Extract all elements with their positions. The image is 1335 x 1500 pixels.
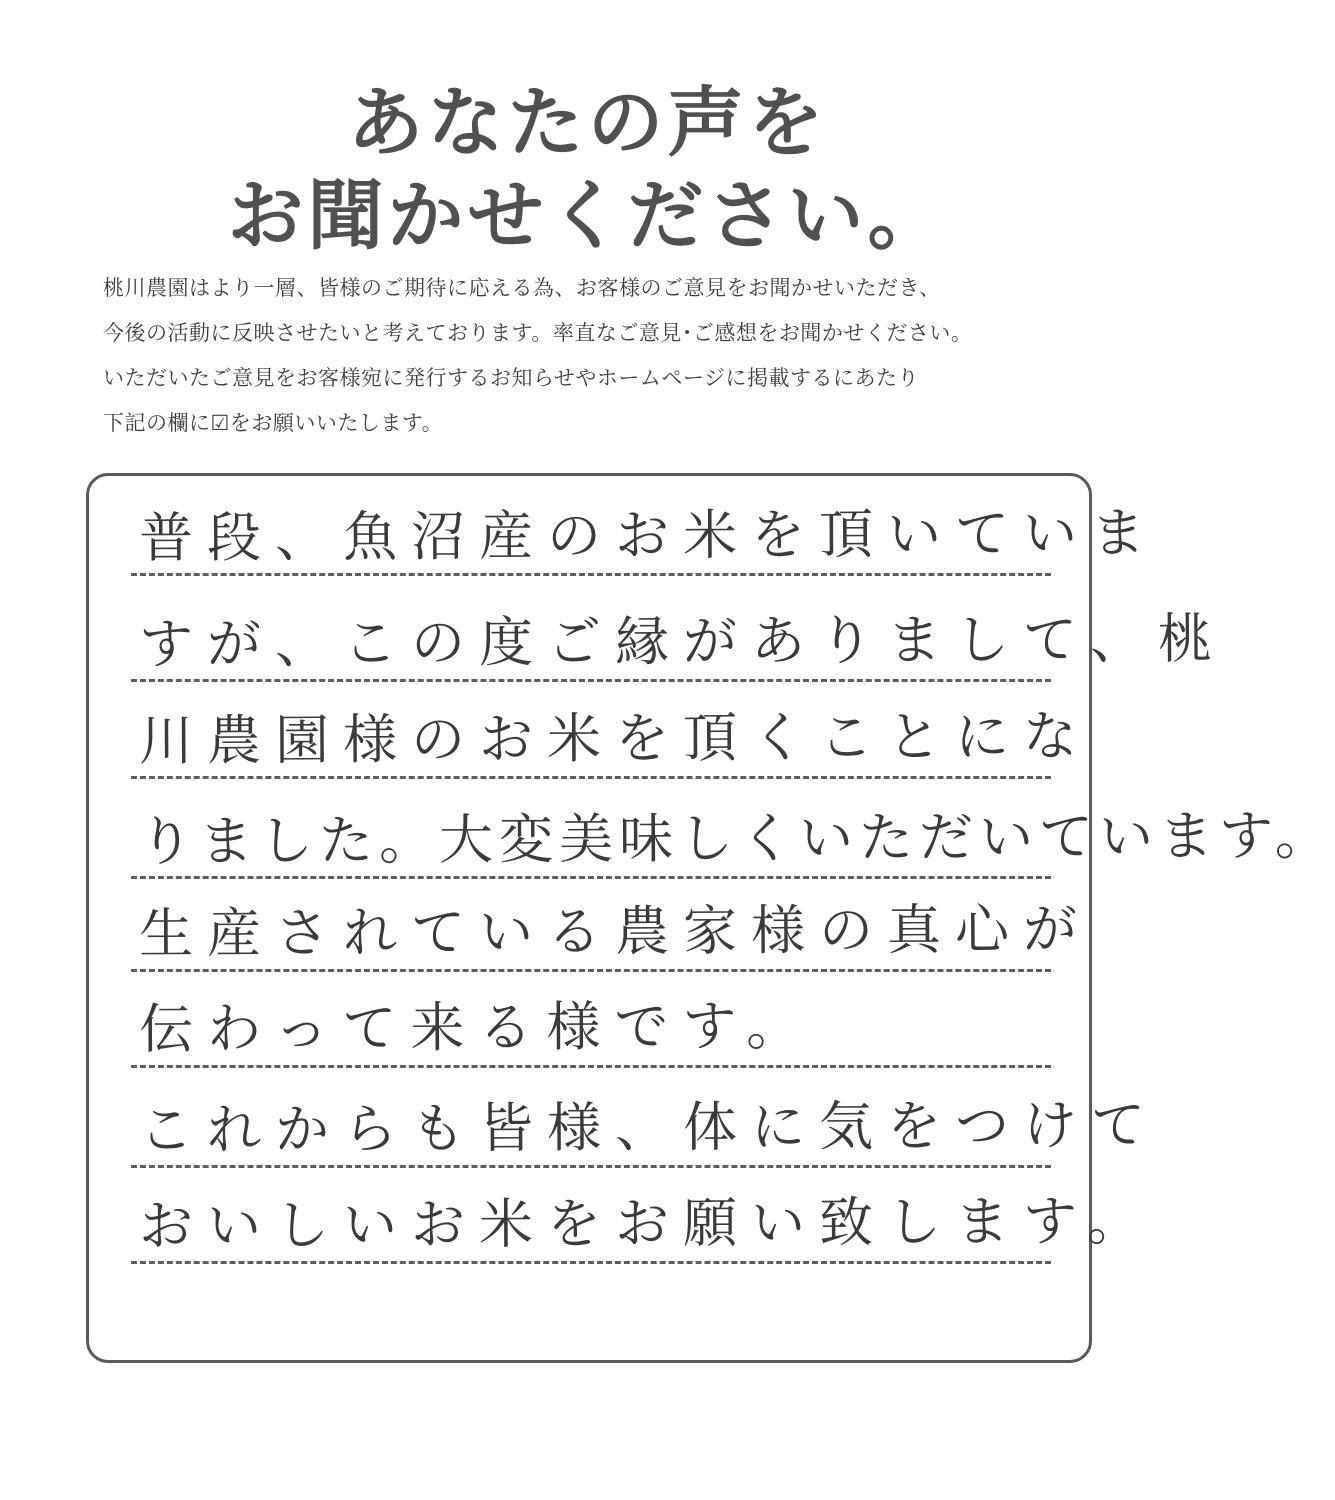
comment-line xyxy=(131,777,1335,885)
dashed-guide-line xyxy=(131,573,1051,576)
comment-text: おいしいお米をお願い致します。 xyxy=(138,1189,1155,1258)
comment-line xyxy=(131,1162,1155,1270)
comment-line xyxy=(131,474,1160,582)
comment-text: 生産されている農家様の真心が xyxy=(138,897,1092,966)
comment-line xyxy=(131,580,1227,688)
comment-text: 普段、魚沼産のお米を頂いていま xyxy=(138,501,1160,570)
comment-text: 川農園様のお米を頂くことにな xyxy=(138,704,1092,773)
comment-line xyxy=(131,677,1092,785)
comment-line xyxy=(131,1066,1160,1174)
page-title-line-2: お聞かせください。 xyxy=(227,171,948,260)
intro-line: 下記の欄に☑をお願いいたします。 xyxy=(103,411,444,435)
intro-line: いただいたご意見をお客様宛に発行するお知らせやホームページに掲載するにあたり xyxy=(103,366,919,390)
comment-line xyxy=(131,870,1092,978)
comment-line xyxy=(131,966,1051,1074)
page-title-line-1: あなたの声を xyxy=(347,78,828,167)
dashed-guide-line xyxy=(131,1261,1051,1264)
intro-line: 桃川農園はより一層、皆様のご期待に応える為、お客様のご意見をお聞かせいただき、 xyxy=(103,276,941,300)
intro-text xyxy=(103,266,1093,446)
comment-text: すが、この度ご縁がありまして、桃 xyxy=(138,607,1227,676)
comment-text: 伝わって来る様です。 xyxy=(138,994,815,1061)
comment-text: これからも皆様、体に気をつけて xyxy=(138,1093,1160,1162)
comment-text: りました。大変美味しくいただいています。 xyxy=(138,803,1335,874)
intro-line: 今後の活動に反映させたいと考えております。率直なご意見･ご感想をお聞かせください。 xyxy=(103,321,973,345)
